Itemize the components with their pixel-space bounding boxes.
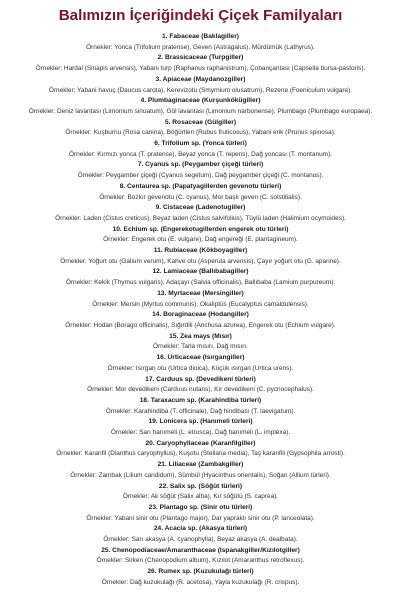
family-examples: Örnekler: Hardal (Sinapis arvensis), Yabani turp (Raphanus raphanistrum), Çobançantası (Capsella bursa-pastoris).	[35, 65, 366, 73]
family-examples: Örnekler: Zambak (Lilium candidum), Sümbül (Hyacinthus orientalis), Soğan (Allium türleri).	[70, 471, 331, 479]
family-heading: 20. Caryophyllaceae (Karanfilgiller)	[145, 439, 256, 447]
family-entry	[3, 182, 398, 203]
family-entry	[3, 96, 398, 117]
family-examples: Örnekler: Yabani havuç (Daucus carota), Kerevizotu (Smyrnium olusatrum), Rezene (Foeniculum vulgare).	[48, 86, 353, 94]
family-examples: Örnekler: Bozkır gevenotu (C. cyanus), Mor başlı geven (C. solstitialis).	[99, 193, 302, 201]
family-heading: 18. Taraxacum sp. (Karahindiba türleri)	[139, 396, 262, 404]
family-examples: Örnekler: Hodan (Borago officinalis), Sığırdili (Anchusa azurea), Engerek otu (Echium vulgare).	[65, 321, 336, 329]
family-heading: 23. Plantago sp. (Sinir otu türleri)	[148, 503, 253, 511]
family-examples: Örnekler: Kuşburnu (Rosa canina), Böğürtlen (Rubus fruticosus), Yabani erik (Prunus spinosa).	[65, 129, 336, 137]
family-heading: 11. Rubiaceae (Kökboyagiller)	[153, 247, 248, 255]
family-heading: 9. Cistaceae (Ladenotugiller)	[155, 204, 246, 212]
family-entry	[3, 225, 398, 246]
family-entry	[3, 75, 398, 96]
family-list	[3, 32, 398, 589]
family-entry	[3, 460, 398, 481]
family-examples: Örnekler: Sirken (Chenopodium album), Kızılot (Amaranthus retroflexus).	[96, 557, 305, 565]
family-heading: 1. Fabaceae (Baklagiller)	[162, 33, 239, 40]
family-entry	[3, 53, 398, 74]
family-entry	[3, 396, 398, 417]
family-entry	[3, 310, 398, 331]
family-examples: Örnekler: Ak söğüt (Salix alba), Kır söğütü (S. caprea).	[122, 493, 279, 501]
family-entry	[3, 524, 398, 545]
family-examples: Örnekler: Mersin (Myrtus communis), Okaliptüs (Eucalyptus camaldulensis).	[92, 300, 309, 308]
family-heading: 5. Rosaceae (Gülgiller)	[164, 118, 237, 126]
family-entry	[3, 353, 398, 374]
family-entry	[3, 118, 398, 139]
family-entry	[3, 439, 398, 460]
family-heading: 14. Boraginaceae (Hodangiller)	[152, 311, 249, 319]
family-heading: 15. Zea mays (Mısır)	[169, 332, 232, 340]
family-examples: Örnekler: Isırgan otu (Urtica dioica), Küçük ısırgan (Urtica urens).	[107, 364, 294, 372]
family-entry	[3, 246, 398, 267]
family-examples: Örnekler: Yonca (Trifolium pratense), Geven (Astragalus), Mürdümük (Lathyrus).	[86, 43, 315, 51]
family-entry	[3, 32, 398, 53]
family-examples: Örnekler: Karahindiba (T. officinale), Dağ hindibası (T. laevigatum).	[105, 407, 296, 415]
family-heading: 17. Carduus sp. (Devedikeni türleri)	[145, 375, 256, 383]
family-heading: 4. Plumbaginaceae (Kurşunkökügiller)	[140, 97, 261, 105]
family-heading: 3. Apiaceae (Maydanozgiller)	[155, 75, 246, 83]
family-heading: 7. Cyanus sp. (Peygamber çiçeği türleri)	[137, 161, 264, 169]
family-heading: 26. Rumex sp. (Kuzukulağı türleri)	[147, 568, 254, 576]
family-examples: Örnekler: Sarı hanımeli (L. etrusca), Dağ hanımeli (L. implexa).	[110, 429, 291, 437]
family-examples: Örnekler: Peygamber çiçeği (Cyanus segetum), Dağ peygamber çiçeği (C. montanus).	[77, 172, 324, 180]
family-entry	[3, 375, 398, 396]
family-entry	[3, 332, 398, 353]
family-entry	[3, 482, 398, 503]
family-examples: Örnekler: Kırmızı yonca (T. pratense), Beyaz yonca (T. repens), Dağ yoncası (T. montanum).	[69, 150, 332, 158]
family-examples: Örnekler: Yoğurt otu (Galium verum), Kahve otu (Asperula arvensis), Çayır yoğurt otu (G. aparine).	[60, 257, 341, 265]
family-entry	[3, 503, 398, 524]
family-examples: Örnekler: Engerek otu (E. vulgare), Dağ engereği (E. plantagineum).	[103, 236, 298, 244]
family-heading: 6. Trifolium sp. (Yonca türleri)	[154, 140, 247, 148]
family-entry	[3, 289, 398, 310]
family-heading: 22. Salix sp. (Söğüt türleri)	[158, 482, 243, 490]
family-heading: 2. Brassicaceae (Turpgiller)	[157, 54, 244, 62]
family-examples: Örnekler: Sarı akasya (A. cyanophylla), Beyaz akasya (A. dealbata).	[103, 536, 298, 544]
family-examples: Örnekler: Karanfil (Dianthus caryophyllus), Kuşotu (Stellaria media), Taş karanfili (Gypsophila arrosti).	[56, 450, 345, 458]
family-heading: 16. Urticaceae (Isırgangiller)	[156, 354, 245, 362]
family-examples: Örnekler: Deniz lavantası (Limonium sinuatum), Göl lavantası (Limonium narbonense), Plumbago (Plumbago europaea).	[28, 107, 373, 115]
family-entry	[3, 160, 398, 181]
family-heading: 19. Lonicera sp. (Hanımeli türleri)	[148, 418, 253, 426]
family-entry	[3, 417, 398, 438]
family-entry	[3, 203, 398, 224]
family-entry	[3, 139, 398, 160]
family-examples: Örnekler: Tarla mısırı, Dağ mısırı.	[152, 343, 249, 351]
family-examples: Örnekler: Kekik (Thymus vulgaris), Adaçayı (Salvia officinalis), Ballıbaba (Lamium purpureum).	[65, 279, 336, 287]
family-heading: 13. Myrtaceae (Mersingiller)	[157, 289, 244, 297]
family-entry	[3, 546, 398, 567]
family-examples: Örnekler: Yabani sinir otu (Plantago major), Dar yapraklı sinir otu (P. lanceolata).	[86, 514, 315, 522]
family-heading: 24. Acacia sp. (Akasya türleri)	[153, 525, 248, 533]
family-entry	[3, 567, 398, 588]
family-heading: 12. Lamiaceae (Ballıbabagiller)	[152, 268, 249, 276]
page-title: Balımızın İçeriğindeki Çiçek Familyaları	[58, 7, 343, 24]
family-heading: 8. Centaurea sp. (Papatyagillerden gevenotu türleri)	[119, 182, 282, 190]
family-examples: Örnekler: Laden (Cistus creticus), Beyaz laden (Cistus salvifolius), Tüylü laden (Halimium ocymoides).	[55, 214, 346, 222]
family-entry	[3, 267, 398, 288]
family-examples: Örnekler: Dağ kuzukulağı (R. acetosa), Yayla kuzukulağı (R. crispus).	[101, 578, 300, 586]
family-heading: 10. Echium sp. (Engerekotugillerden engerek otu türleri)	[112, 225, 289, 233]
family-heading: 25. Chenopodiaceae/Amaranthaceae (Ispanakgiller/Kızılotgiller)	[101, 546, 300, 554]
family-heading: 21. Liliaceae (Zambakgiller)	[157, 461, 244, 469]
family-examples: Örnekler: Mor devedikeni (Carduus nutans), Kır devedikeni (C. pycnocephalus).	[87, 386, 314, 394]
